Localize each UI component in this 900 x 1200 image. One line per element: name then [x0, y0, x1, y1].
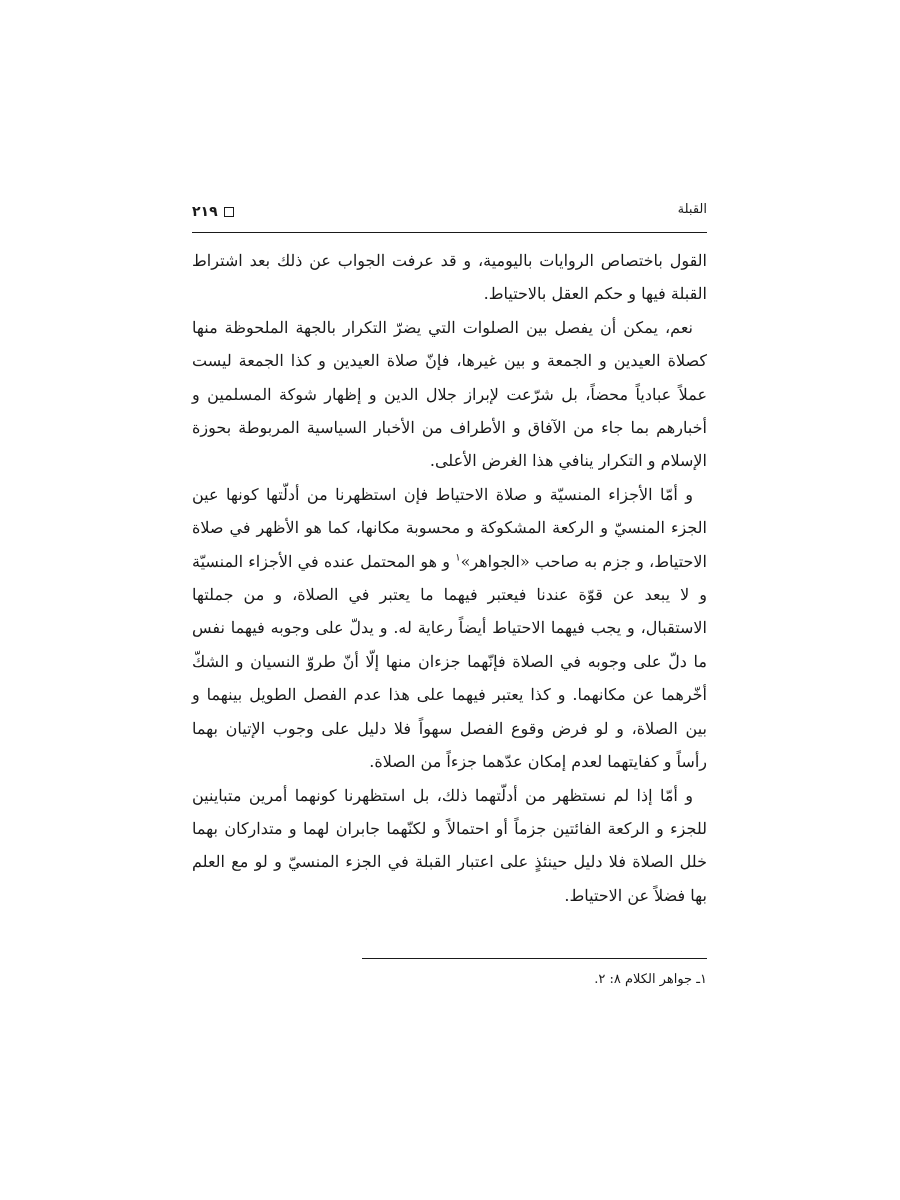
footnote-divider — [362, 958, 707, 959]
paragraph-part: و أمّا الأجزاء المنسيّة و صلاة الاحتياط فإن استظهرنا من أدلّتها كونها عين الجزء المنسيّ و الركعة المشكوكة و محسوبة مكانها، كما هو الأظهر في صلاة الاحتياط، و جزم به صاحب «الجواهر» — [192, 484, 708, 571]
paragraph-part: و هو المحتمل عنده في الأجزاء المنسيّة و لا يبعد عن قوّة عندنا فيعتبر فيهما ما يعتبر في الصلاة، و من جملتها الاستقبال، و يجب فيهما الاحتياط أيضاً رعاية له. و يدلّ على وجوبه فيهما نفس ما دلّ على وجوبه في الصلاة فإنّهما جزءان منها إلّا أنّ طروّ النسيان و الشكّ أخّرهما عن مكانهما. و كذا يعتبر فيهما على هذا عدم الفصل الطويل بينهما و بين الصلاة، و لو فرض وقوع الفصل سهواً فلا دليل على وجوب الإتيان بهما رأساً و كفايتهما لعدم إمكان عدّهما جزءاً من الصلاة. — [192, 551, 707, 772]
page-header — [192, 200, 707, 226]
page-number: ٢١٩ — [192, 204, 218, 220]
hollow-square-icon — [224, 207, 234, 217]
main-text — [192, 244, 707, 912]
running-title: القبلة — [677, 202, 707, 217]
paragraph: نعم، يمكن أن يفصل بين الصلوات التي يضرّ التكرار بالجهة الملحوظة منها كصلاة العيدين و الجمعة و بين غيرها، فإنّ صلاة العيدين و كذا الجمعة ليست عملاً عبادياً محضاً، بل شرّعت لإبراز جلال الدين و إظهار شوكة المسلمين و أخبارهم بما جاء من الآفاق و الأطراف من الأخبار السياسية المربوطة بحوزة الإسلام و التكرار ينافي هذا الغرض الأعلى. — [192, 317, 707, 471]
footnote: ١ـ جواهر الكلام ٨: ٢. — [594, 972, 707, 987]
paragraph: و أمّا إذا لم نستظهر من أدلّتهما ذلك، بل استظهرنا كونهما أمرين متباينين للجزء و الركعة الفائتين جزماً أو احتمالاً و لكنّهما جابران لهما و متداركان بهما خلل الصلاة فلا دليل حينئذٍ على اعتبار القبلة في الجزء المنسيّ و لو مع العلم بها فضلاً عن الاحتياط. — [192, 785, 707, 905]
header-divider — [192, 232, 707, 233]
page-number-group — [192, 204, 234, 220]
paragraph — [192, 478, 707, 779]
footnote-marker: ١ — [455, 552, 461, 564]
paragraph: القول باختصاص الروايات باليومية، و قد عرفت الجواب عن ذلك بعد اشتراط القبلة فيها و حكم العقل بالاحتياط. — [192, 251, 707, 304]
